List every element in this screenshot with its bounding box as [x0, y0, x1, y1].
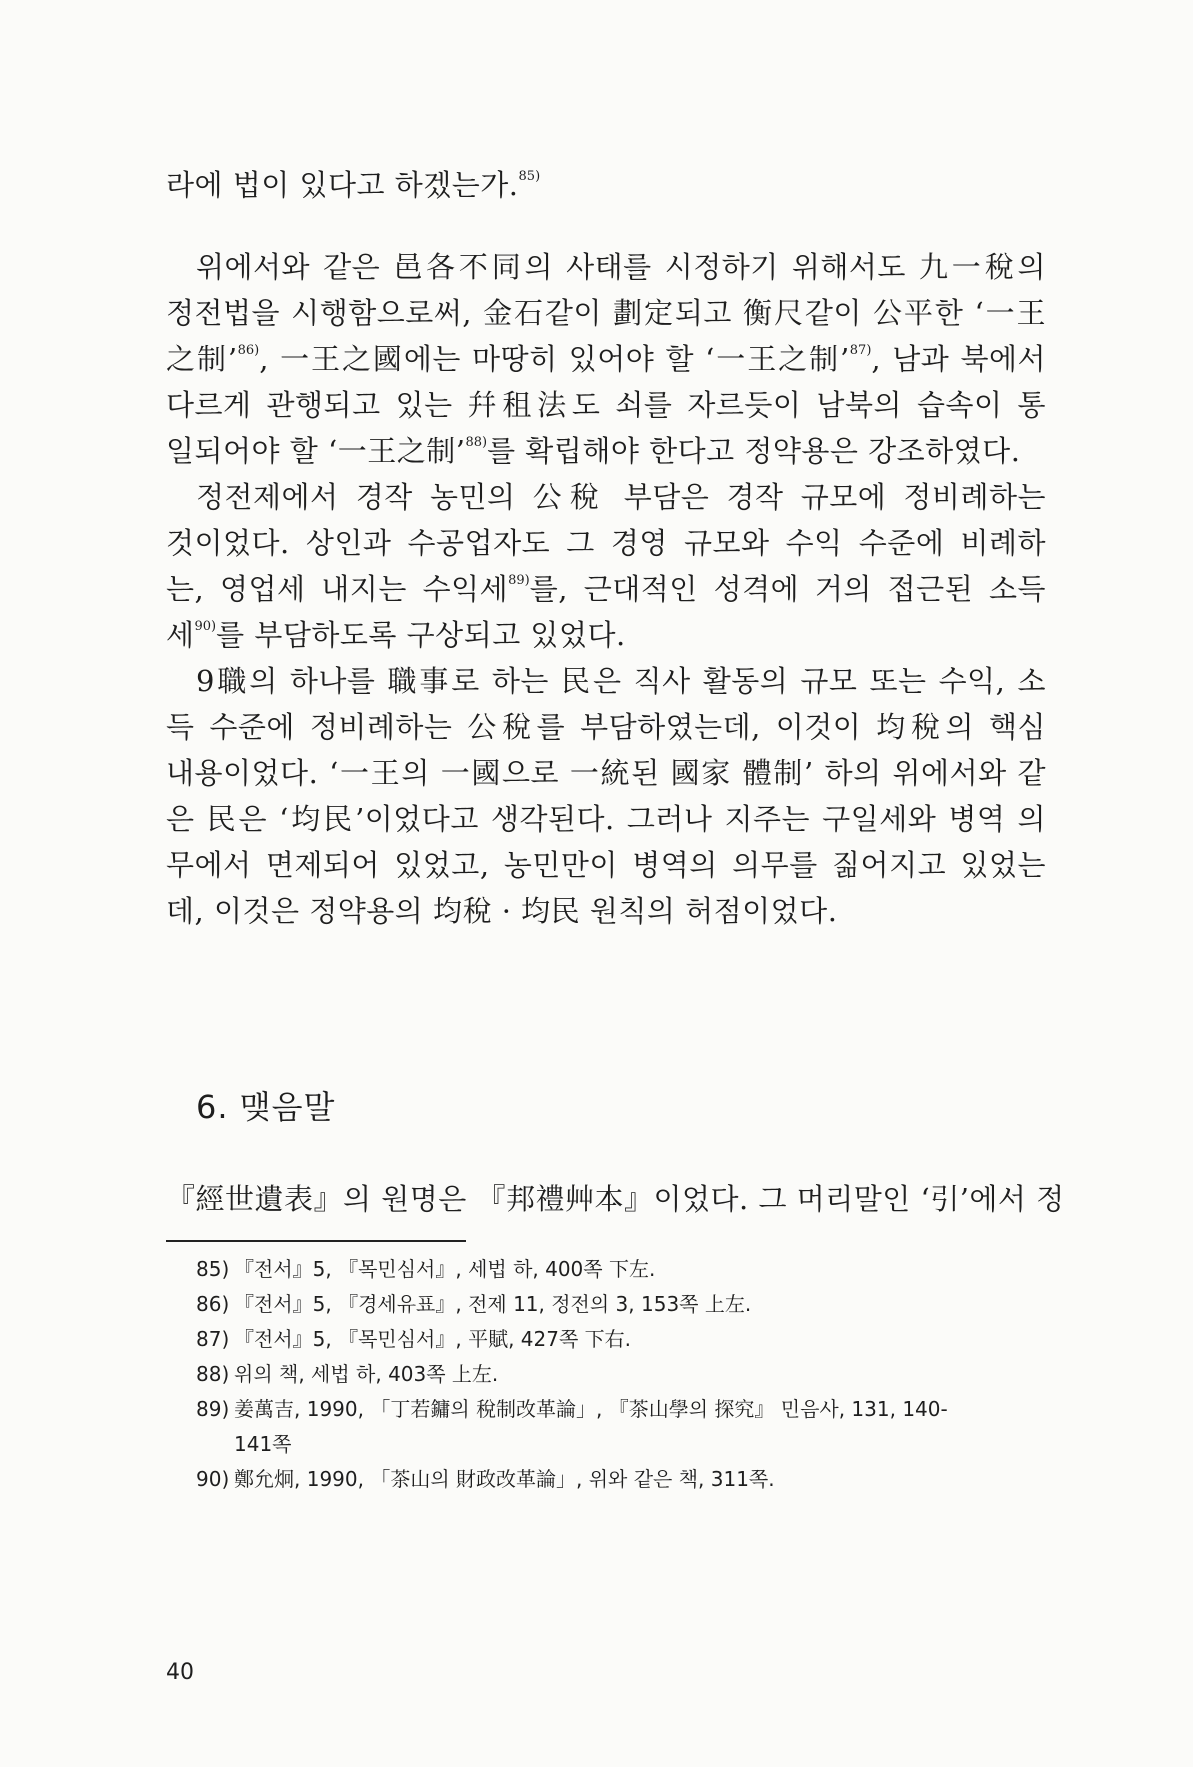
body-line: 득 수준에 정비례하는 公稅를 부담하였는데, 이것이 均稅의 핵심 — [166, 710, 1046, 744]
body-line: 일되어야 할 ‘一王之制’$^{88)}$를 확립해야 한다고 정약용은 강조하였다. — [166, 434, 1021, 468]
body-line: 데, 이것은 정약용의 均稅 · 均民 원칙의 허점이었다. — [166, 894, 838, 928]
body-line: 라에 법이 있다고 하겠는가.$^{85)}$ — [166, 168, 541, 202]
body-line: 는, 영업세 내지는 수익세$^{89)}$를, 근대적인 성격에 거의 접근된 소득 — [166, 572, 1046, 606]
body-line: 내용이었다. ‘一王의 一國으로 一統된 國家 體制’ 하의 위에서와 같 — [166, 756, 1046, 790]
footnote: 87) 『전서』5, 『목민심서』, 平賦, 427쪽 下右. — [196, 1327, 631, 1351]
footnote: 89) 姜萬吉, 1990, 「丁若鏞의 稅制改革論」, 『茶山學의 探究』 민음사, 131, 140- — [196, 1397, 948, 1421]
body-line: 9職의 하나를 職事로 하는 民은 직사 활동의 규모 또는 수익, 소 — [196, 664, 1046, 698]
body-line: 세$^{90)}$를 부담하도록 구상되고 있었다. — [166, 618, 626, 652]
section-heading: 6. 맺음말 — [196, 1088, 336, 1126]
body-line: 之制’$^{86)}$, 一王之國에는 마땅히 있어야 할 ‘一王之制’$^{87)}$, 남과 북에서 — [166, 342, 1047, 376]
footnote: 90) 鄭允炯, 1990, 「茶山의 財政改革論」, 위와 같은 책, 311쪽. — [196, 1467, 775, 1491]
footnote: 85) 『전서』5, 『목민심서』, 세법 하, 400쪽 下左. — [196, 1257, 656, 1281]
body-line: 것이었다. 상인과 수공업자도 그 경영 규모와 수익 수준에 비례하 — [166, 526, 1046, 560]
footnote-rule — [166, 1240, 466, 1242]
body-line: 은 民은 ‘均民’이었다고 생각된다. 그러나 지주는 구일세와 병역 의 — [166, 802, 1046, 836]
footnote: 86) 『전서』5, 『경세유표』, 전제 11, 정전의 3, 153쪽 上左. — [196, 1292, 752, 1316]
body-line: 다르게 관행되고 있는 幷租法도 쇠를 자르듯이 남북의 습속이 통 — [166, 388, 1046, 422]
section-first-line: 『經世遺表』의 원명은 『邦禮艸本』이었다. 그 머리말인 ‘引’에서 정 — [166, 1182, 1065, 1216]
body-line: 정전제에서 경작 농민의 公稅 부담은 경작 규모에 정비례하는 — [196, 480, 1046, 514]
body-line: 정전법을 시행함으로써, 金石같이 劃定되고 衡尺같이 公平한 ‘一王 — [166, 296, 1046, 330]
footnote: 88) 위의 책, 세법 하, 403쪽 上左. — [196, 1362, 499, 1386]
body-line: 위에서와 같은 邑各不同의 사태를 시정하기 위해서도 九一稅의 — [196, 250, 1046, 284]
footnote-continuation: 141쪽 — [234, 1432, 292, 1456]
body-line: 무에서 면제되어 있었고, 농민만이 병역의 의무를 짊어지고 있었는 — [166, 848, 1046, 882]
page-number: 40 — [166, 1660, 194, 1685]
